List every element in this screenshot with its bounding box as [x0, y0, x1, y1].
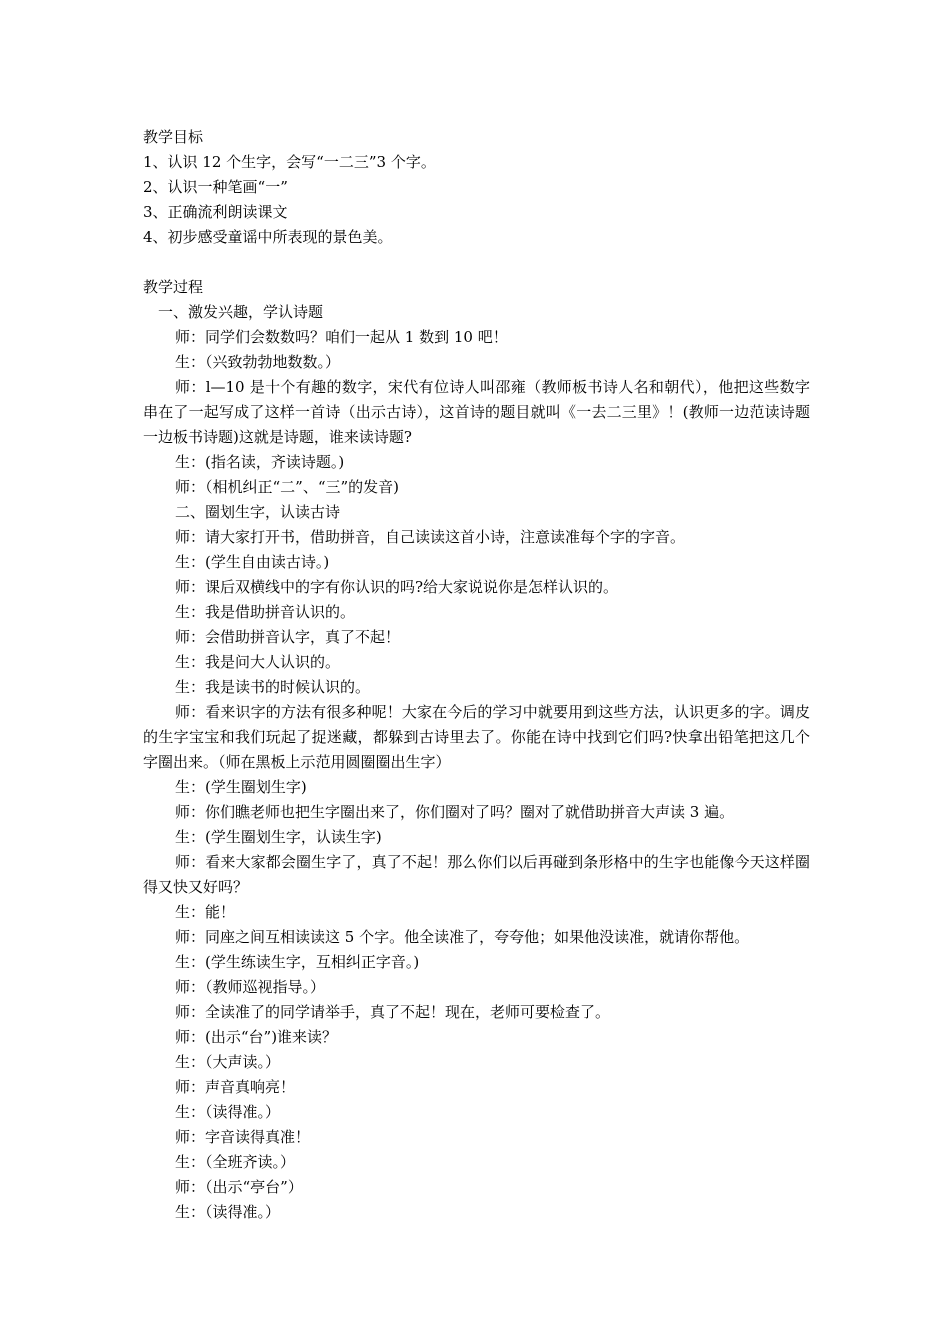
dialogue-line: 生：（全班齐读。） [175, 1153, 296, 1171]
goal-item: 3、正确流利朗读课文 [143, 203, 288, 221]
blank-line [143, 250, 810, 275]
dialogue-line: 师：你们瞧老师也把生字圈出来了，你们圈对了吗？圈对了就借助拼音大声读 3 遍。 [175, 803, 735, 821]
dialogue-line: 生：（大声读。） [175, 1053, 281, 1071]
dialogue-line: 生：(学生圈划生字，认读生字) [175, 828, 382, 846]
process-heading: 教学过程 [143, 278, 204, 296]
dialogue-line: 生：(学生练读生字，互相纠正字音。) [175, 953, 420, 971]
goals-heading: 教学目标 [143, 128, 204, 146]
dialogue-line: 师：全读准了的同学请举手，真了不起！现在，老师可要检查了。 [175, 1003, 611, 1021]
dialogue-line: 生：(学生自由读古诗。) [175, 553, 330, 571]
dialogue-line: 生：(指名读，齐读诗题。) [175, 453, 345, 471]
dialogue-line: 师：字音读得真准！ [175, 1128, 311, 1146]
section-heading: 一、激发兴趣，学认诗题 [158, 303, 324, 321]
goal-item: 2、认识一种笔画“一” [143, 178, 288, 196]
dialogue-line: 师：（相机纠正“二”、“三”的发音) [175, 478, 400, 496]
dialogue-paragraph: 师：看来大家都会圈生字了，真了不起！那么你们以后再碰到条形格中的生字也能像今天这样圈得又快又好吗？ [143, 853, 810, 896]
dialogue-line: 师：同学们会数数吗？咱们一起从 1 数到 10 吧！ [175, 328, 508, 346]
dialogue-line: 师：（教师巡视指导。） [175, 978, 326, 996]
goal-item: 1、认识 12 个生字，会写“一二三”3 个字。 [143, 153, 436, 171]
dialogue-line: 生：我是问大人认识的。 [175, 653, 341, 671]
dialogue-line: 师：请大家打开书，借助拼音，自己读读这首小诗，注意读准每个字的字音。 [175, 528, 686, 546]
dialogue-line: 师：会借助拼音认字，真了不起！ [175, 628, 401, 646]
dialogue-line: 生：我是借助拼音认识的。 [175, 603, 356, 621]
dialogue-paragraph: 师：l—10 是十个有趣的数字，宋代有位诗人叫邵雍（教师板书诗人名和朝代），他把这些数字串在了一起写成了这样一首诗（出示古诗），这首诗的题目就叫《一去二三里》！(教师一边范读诗题一边板书诗题)这就是诗题，谁来读诗题? [143, 378, 810, 446]
dialogue-line: 生：能！ [175, 903, 236, 921]
dialogue-line: 生：(学生圈划生字) [175, 778, 307, 796]
dialogue-paragraph: 师：看来识字的方法有很多种呢！大家在今后的学习中就要用到这些方法，认识更多的字。调皮的生字宝宝和我们玩起了捉迷藏，都躲到古诗里去了。你能在诗中找到它们吗?快拿出铅笔把这几个字圈出来。（师在黑板上示范用圆圈圈出生字） [143, 703, 810, 771]
dialogue-line: 师：同座之间互相读读这 5 个字。他全读准了，夸夸他；如果他没读准，就请你帮他。 [175, 928, 750, 946]
dialogue-line: 生：（读得准。） [175, 1103, 281, 1121]
goal-item: 4、初步感受童谣中所表现的景色美。 [143, 228, 393, 246]
document-body [143, 125, 810, 1225]
dialogue-line: 生：我是读书的时候认识的。 [175, 678, 371, 696]
dialogue-line: 师：声音真响亮！ [175, 1078, 296, 1096]
dialogue-line: 师：（出示“亭台”） [175, 1178, 303, 1196]
dialogue-line: 生：（兴致勃勃地数数。） [175, 353, 341, 371]
section-heading: 二、圈划生字，认读古诗 [175, 503, 341, 521]
dialogue-line: 生：（读得准。） [175, 1203, 281, 1221]
dialogue-line: 师：(出示“台”)谁来读？ [175, 1028, 338, 1046]
dialogue-line: 师：课后双横线中的字有你认识的吗?给大家说说你是怎样认识的。 [175, 578, 619, 596]
